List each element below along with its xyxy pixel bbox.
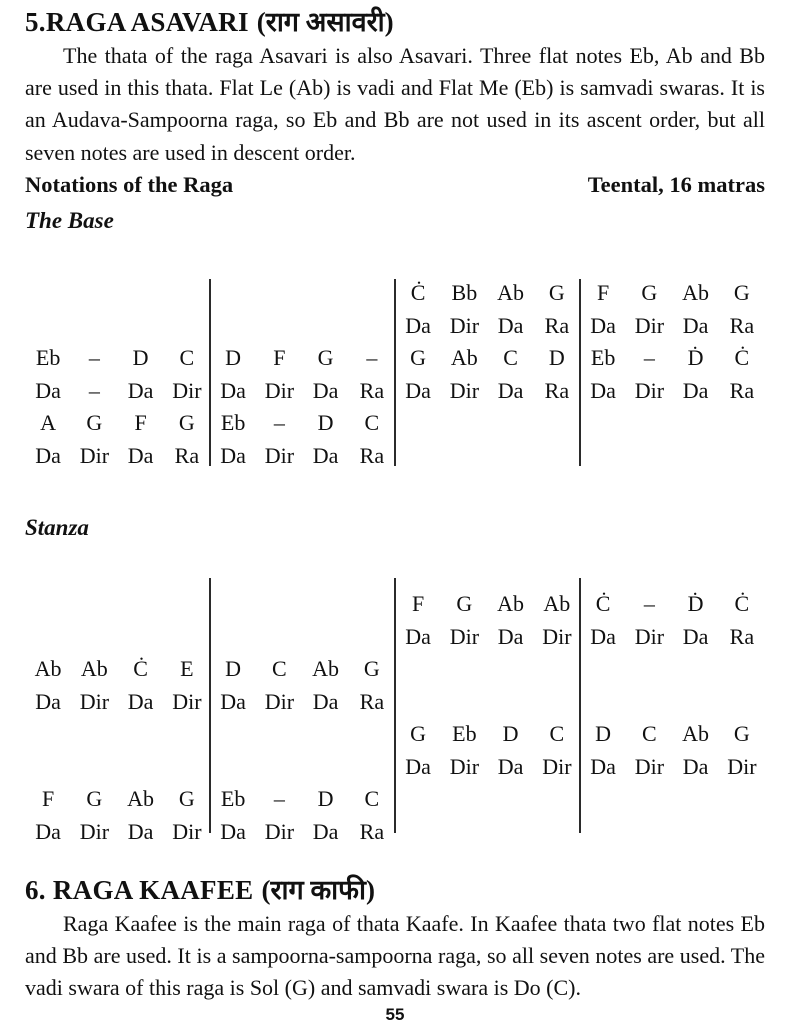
- notation-cell-empty: [719, 685, 765, 718]
- notation-cell: Da: [312, 442, 339, 468]
- notation-cell: –: [273, 410, 285, 436]
- kaafee-section-heading: [25, 874, 765, 906]
- notation-cell: Eb: [452, 721, 477, 747]
- notation-cell: Ab: [127, 786, 155, 812]
- notation-cell: G: [410, 345, 427, 371]
- notation-cell: Dir: [264, 688, 295, 714]
- notation-cell-empty: [534, 407, 580, 440]
- notation-cell: Ra: [359, 442, 385, 468]
- notation-cell-empty: [256, 588, 302, 621]
- notation-cell-empty: [349, 750, 395, 783]
- notation-cell: Ab: [34, 656, 62, 682]
- notation-cell: Ra: [544, 312, 570, 338]
- notation-cell-empty: [488, 439, 534, 472]
- notation-cell-empty: [395, 653, 441, 686]
- notation-cell: Dir: [634, 753, 665, 779]
- taal-divider-line: [209, 578, 211, 833]
- notation-cell: Da: [682, 623, 709, 649]
- notation-cell: G: [548, 280, 565, 306]
- notation-cell: Da: [590, 377, 616, 403]
- notation-cell-empty: [303, 718, 349, 751]
- notation-cell-empty: [488, 685, 534, 718]
- notation-cell-empty: [719, 783, 765, 816]
- notation-cell: Eb: [220, 410, 246, 436]
- notation-cell-empty: [349, 588, 395, 621]
- notation-cell: Da: [312, 688, 339, 714]
- notation-cell-empty: [71, 620, 117, 653]
- notation-cell: F: [597, 280, 610, 306]
- notation-cell: Da: [127, 818, 154, 844]
- notation-cell-empty: [210, 309, 256, 342]
- notation-cell: Ċ: [410, 280, 426, 306]
- notation-cell: Dir: [264, 818, 295, 844]
- notation-cell: Da: [590, 753, 616, 779]
- notation-cell-empty: [441, 783, 487, 816]
- notation-cell: Da: [220, 818, 246, 844]
- kaafee-description-paragraph: Raga Kaafee is the main raga of thata Kaafe. In Kaafee thata two flat notes Eb and Bb are used. It is a sampoorna-sampoorna raga, so all seven notes are used. The vadi swara of this raga is Sol (G) and samvadi swara is Do (C).: [25, 910, 765, 1001]
- notation-cell-empty: [349, 620, 395, 653]
- notation-cell: Da: [682, 753, 709, 779]
- taal-divider-line: [394, 279, 396, 466]
- notation-cell-empty: [534, 439, 580, 472]
- notation-cell: Da: [497, 753, 524, 779]
- notation-cell: Ra: [359, 818, 385, 844]
- notation-cell: Dir: [172, 377, 202, 403]
- notation-cell: Da: [405, 377, 431, 403]
- notation-cell-empty: [256, 620, 302, 653]
- notation-cell-empty: [71, 588, 117, 621]
- notation-cell-empty: [441, 815, 487, 848]
- notation-cell-empty: [441, 407, 487, 440]
- notation-cell-empty: [25, 620, 71, 653]
- notation-cell: Da: [35, 442, 61, 468]
- notation-cell-empty: [673, 653, 719, 686]
- notation-cell-empty: [580, 815, 626, 848]
- notation-cell-empty: [673, 439, 719, 472]
- notation-cell: Da: [405, 623, 431, 649]
- taal-divider-line: [579, 578, 581, 833]
- notation-cell: Dir: [634, 377, 665, 403]
- notation-cell: Ċ: [595, 591, 611, 617]
- notation-cell-empty: [25, 718, 71, 751]
- notation-cell: –: [273, 786, 285, 812]
- notation-cell: Dir: [449, 312, 480, 338]
- notation-cell-empty: [210, 750, 256, 783]
- notation-cell-empty: [164, 718, 210, 751]
- notation-cell: Da: [405, 312, 431, 338]
- notation-cell-empty: [210, 620, 256, 653]
- notation-cell-empty: [303, 750, 349, 783]
- notation-cell: Ra: [544, 377, 570, 403]
- notation-cell: Dir: [79, 442, 110, 468]
- notation-cell-empty: [488, 783, 534, 816]
- notation-header-row: [25, 171, 765, 199]
- notation-cell: Da: [220, 377, 246, 403]
- notation-cell: D: [595, 721, 612, 747]
- notation-cell: Dir: [449, 753, 480, 779]
- notation-cell-empty: [71, 309, 117, 342]
- notation-cell-empty: [71, 277, 117, 310]
- notation-cell: G: [733, 721, 750, 747]
- notation-cell-empty: [488, 653, 534, 686]
- notation-cell-empty: [164, 309, 210, 342]
- notation-cell: Da: [220, 442, 246, 468]
- notation-cell-empty: [118, 718, 164, 751]
- notation-cell-empty: [673, 815, 719, 848]
- notation-cell-empty: [303, 588, 349, 621]
- notation-cell-empty: [25, 750, 71, 783]
- notation-cell: Ċ: [734, 345, 750, 371]
- notation-cell-empty: [580, 783, 626, 816]
- notation-cell-empty: [580, 439, 626, 472]
- notation-cell: Da: [127, 377, 154, 403]
- notation-cell: G: [317, 345, 334, 371]
- notation-cell: Dir: [264, 377, 295, 403]
- notation-cell: Da: [590, 312, 616, 338]
- notation-cell-empty: [719, 653, 765, 686]
- notation-cell: G: [456, 591, 473, 617]
- notation-cell-empty: [395, 439, 441, 472]
- notation-cell-empty: [164, 620, 210, 653]
- notation-cell: D: [502, 721, 519, 747]
- notation-cell: Da: [405, 753, 431, 779]
- notation-cell-empty: [395, 407, 441, 440]
- notation-cell-empty: [256, 277, 302, 310]
- notation-cell: D: [548, 345, 565, 371]
- notation-cell-empty: [580, 653, 626, 686]
- notation-cell: F: [412, 591, 425, 617]
- notation-cell-empty: [349, 718, 395, 751]
- notation-cell: D: [225, 345, 242, 371]
- notation-cell: Ab: [543, 591, 571, 617]
- notation-cell-empty: [118, 309, 164, 342]
- notation-cell: A: [40, 410, 57, 436]
- notation-cell: G: [86, 786, 103, 812]
- notation-cell-empty: [303, 309, 349, 342]
- notation-cell: Ra: [359, 688, 385, 714]
- notation-cell: Da: [35, 818, 61, 844]
- notation-cell-empty: [256, 750, 302, 783]
- notation-cell: G: [733, 280, 750, 306]
- taal-divider-line: [209, 279, 211, 466]
- notation-cell: Ra: [729, 312, 755, 338]
- notations-of-raga-label: Notations of the Raga: [25, 171, 234, 197]
- notation-cell-empty: [673, 407, 719, 440]
- asavari-section-heading: [25, 6, 765, 38]
- notation-cell-empty: [349, 277, 395, 310]
- notation-cell: Ḋ: [687, 345, 704, 371]
- notation-cell: C: [179, 345, 195, 371]
- notation-cell-empty: [71, 718, 117, 751]
- notation-cell: C: [272, 656, 287, 682]
- notation-cell: Dir: [449, 377, 480, 403]
- notation-cell: Ab: [682, 721, 710, 747]
- notation-cell: Dir: [542, 623, 572, 649]
- notation-cell-empty: [210, 718, 256, 751]
- notation-cell-empty: [534, 783, 580, 816]
- notation-cell: E: [180, 656, 194, 682]
- notation-cell: Ab: [80, 656, 108, 682]
- notation-cell: Dir: [172, 688, 202, 714]
- notation-cell-empty: [626, 653, 672, 686]
- notation-cell: D: [317, 786, 334, 812]
- notation-cell: –: [88, 377, 100, 403]
- notation-cell: F: [134, 410, 147, 436]
- notation-cell: Ab: [497, 280, 525, 306]
- notation-cell: Da: [35, 377, 61, 403]
- notation-cell-empty: [534, 653, 580, 686]
- notation-cell-empty: [349, 309, 395, 342]
- notation-cell: Da: [497, 623, 524, 649]
- taal-label: Teental, 16 matras: [587, 171, 765, 197]
- notation-cell: C: [364, 410, 380, 436]
- notation-cell: Dir: [727, 753, 757, 779]
- notation-cell: F: [273, 345, 286, 371]
- base-notation-grid: [25, 277, 765, 472]
- notation-cell: Da: [312, 818, 339, 844]
- notation-cell: Ċ: [734, 591, 750, 617]
- notation-cell-empty: [580, 685, 626, 718]
- notation-cell-empty: [441, 653, 487, 686]
- notation-cell-empty: [118, 277, 164, 310]
- notation-cell-empty: [118, 620, 164, 653]
- notation-cell: Dir: [79, 688, 110, 714]
- notation-cell: Dir: [264, 442, 295, 468]
- page-number: 55: [385, 1005, 405, 1024]
- notation-cell: Da: [127, 442, 154, 468]
- notation-cell: Bb: [451, 280, 478, 306]
- notation-cell: D: [132, 345, 149, 371]
- notation-cell-empty: [626, 783, 672, 816]
- notation-cell: Ċ: [133, 656, 148, 682]
- notation-cell: G: [641, 280, 658, 306]
- notation-cell: Ra: [174, 442, 200, 468]
- notation-cell: C: [642, 721, 657, 747]
- notation-cell-empty: [164, 588, 210, 621]
- kaafee-heading-devanagari: (राग काफी): [261, 874, 375, 905]
- notation-cell: –: [366, 345, 378, 371]
- taal-divider-line: [579, 279, 581, 466]
- asavari-description-paragraph: The thata of the raga Asavari is also Asavari. Three flat notes Eb, Ab and Bb are used in this thata. Flat Le (Ab) is vadi and Flat Me (Eb) is samvadi swaras. It is an Audava-Sampoorna raga, so Eb and Bb are not used in its ascent order, but all seven notes are used in descent order.: [25, 43, 765, 165]
- notation-cell-empty: [256, 718, 302, 751]
- notation-cell: Dir: [634, 623, 665, 649]
- notation-cell: Da: [497, 312, 524, 338]
- notation-cell-empty: [303, 277, 349, 310]
- notation-cell: Ra: [729, 623, 755, 649]
- notation-cell: C: [549, 721, 565, 747]
- notation-cell: G: [86, 410, 103, 436]
- notation-cell-empty: [210, 277, 256, 310]
- notation-cell: Ḋ: [687, 591, 704, 617]
- notation-cell: G: [410, 721, 427, 747]
- notation-cell: F: [42, 786, 55, 812]
- notation-cell: G: [178, 786, 195, 812]
- notation-cell: –: [88, 345, 100, 371]
- notation-cell: –: [643, 591, 655, 617]
- notation-cell: G: [363, 656, 380, 682]
- notation-cell-empty: [303, 620, 349, 653]
- notation-cell-empty: [626, 685, 672, 718]
- notation-cell: Da: [682, 312, 709, 338]
- notation-cell: Eb: [220, 786, 246, 812]
- notation-cell-empty: [441, 439, 487, 472]
- notation-cell: Da: [312, 377, 339, 403]
- notation-cell-empty: [626, 815, 672, 848]
- notation-cell-empty: [719, 815, 765, 848]
- notation-cell-empty: [719, 407, 765, 440]
- asavari-heading-devanagari: (राग असावरी): [256, 7, 394, 37]
- notation-cell: Ab: [497, 591, 525, 617]
- notation-cell-empty: [118, 588, 164, 621]
- notation-cell-empty: [673, 783, 719, 816]
- notation-cell-empty: [118, 750, 164, 783]
- notation-cell: Ab: [450, 345, 478, 371]
- notation-cell: Eb: [35, 345, 61, 371]
- notation-cell-empty: [488, 815, 534, 848]
- notation-cell: Dir: [634, 312, 665, 338]
- notation-cell-empty: [25, 277, 71, 310]
- asavari-heading-text: 5.RAGA ASAVARI: [25, 7, 249, 37]
- notation-cell-empty: [441, 685, 487, 718]
- notation-cell-empty: [395, 783, 441, 816]
- notation-cell: D: [225, 656, 242, 682]
- notation-cell: Da: [35, 688, 61, 714]
- notation-cell: Ra: [359, 377, 385, 403]
- base-section-label: The Base: [25, 207, 114, 233]
- notation-cell: Da: [497, 377, 524, 403]
- stanza-section-label: Stanza: [25, 514, 89, 540]
- notation-cell: Dir: [449, 623, 480, 649]
- kaafee-heading-text: 6. RAGA KAAFEE: [25, 874, 254, 905]
- notation-cell: Da: [220, 688, 246, 714]
- notation-cell-empty: [719, 439, 765, 472]
- notation-cell: Ab: [682, 280, 710, 306]
- notation-cell: Ab: [312, 656, 340, 682]
- notation-cell: Eb: [590, 345, 616, 371]
- notation-cell-empty: [580, 407, 626, 440]
- notation-cell: C: [364, 786, 380, 812]
- notation-cell-empty: [164, 750, 210, 783]
- notation-cell-empty: [488, 407, 534, 440]
- notation-cell: –: [643, 345, 655, 371]
- notation-cell-empty: [626, 407, 672, 440]
- notation-cell: Da: [682, 377, 709, 403]
- notation-cell-empty: [626, 439, 672, 472]
- notation-cell: Da: [127, 688, 154, 714]
- notation-cell-empty: [534, 815, 580, 848]
- notation-cell: Da: [590, 623, 616, 649]
- notation-cell: Dir: [172, 818, 202, 844]
- notation-cell: C: [503, 345, 518, 371]
- notation-cell-empty: [164, 277, 210, 310]
- notation-cell-empty: [25, 309, 71, 342]
- notation-cell: D: [317, 410, 334, 436]
- notation-cell-empty: [256, 309, 302, 342]
- notation-cell-empty: [534, 685, 580, 718]
- notation-cell: Dir: [542, 753, 572, 779]
- stanza-notation-grid: [25, 588, 765, 848]
- notation-cell-empty: [210, 588, 256, 621]
- taal-divider-line: [394, 578, 396, 833]
- notation-cell-empty: [673, 685, 719, 718]
- notation-cell: Ra: [729, 377, 755, 403]
- notation-cell-empty: [25, 588, 71, 621]
- notation-cell: Dir: [79, 818, 110, 844]
- notation-cell: G: [178, 410, 195, 436]
- notation-cell-empty: [395, 815, 441, 848]
- notation-cell-empty: [71, 750, 117, 783]
- notation-cell-empty: [395, 685, 441, 718]
